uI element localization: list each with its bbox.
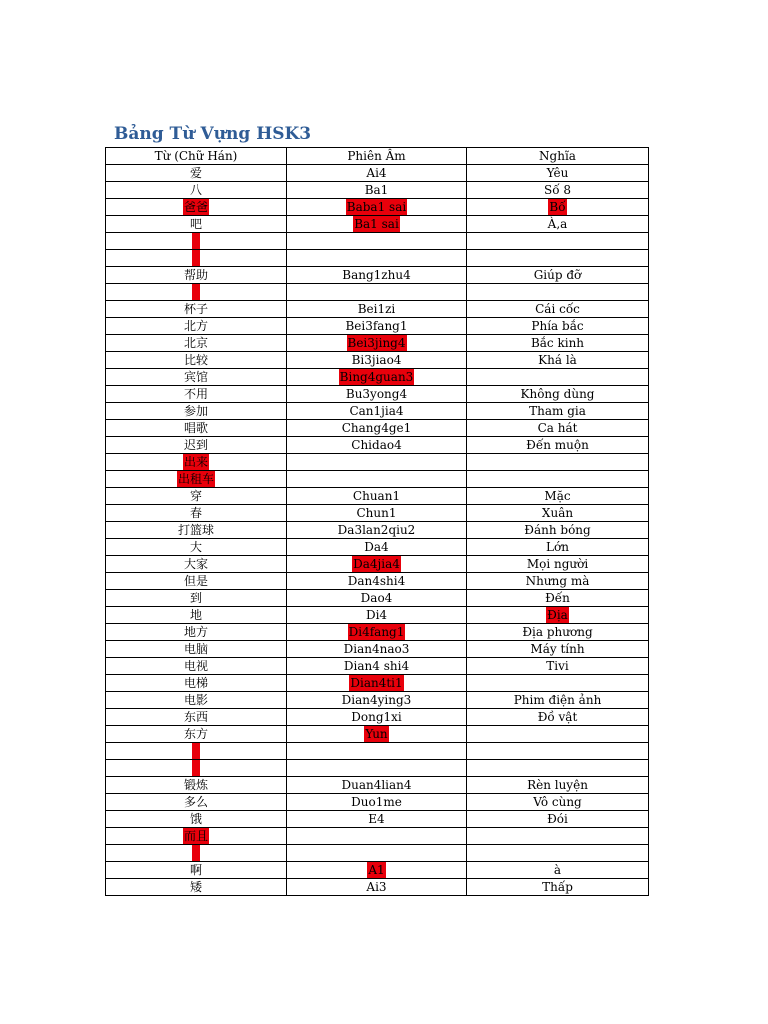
cell-meaning bbox=[467, 420, 649, 437]
cell-han-text: 比较 bbox=[183, 353, 208, 367]
cell-han bbox=[106, 760, 287, 777]
cell-pinyin-text: Bi3jiao4 bbox=[351, 353, 402, 367]
table-row bbox=[106, 335, 649, 352]
table-row bbox=[106, 845, 649, 862]
cell-han-text: 电视 bbox=[183, 659, 208, 673]
cell-pinyin bbox=[287, 471, 467, 488]
cell-han-text: 八 bbox=[189, 183, 202, 197]
cell-han bbox=[106, 743, 287, 760]
cell-meaning-text: Đồ vật bbox=[537, 710, 578, 724]
cell-meaning bbox=[467, 284, 649, 301]
cell-han bbox=[106, 828, 287, 845]
table-row bbox=[106, 590, 649, 607]
table-row bbox=[106, 811, 649, 828]
table-row bbox=[106, 437, 649, 454]
cell-meaning bbox=[467, 403, 649, 420]
cell-meaning bbox=[467, 233, 649, 250]
cell-pinyin-text: Ba1 bbox=[364, 183, 389, 197]
cell-han bbox=[106, 522, 287, 539]
cell-han-text: 打篮球 bbox=[177, 523, 214, 537]
cell-han-text: 地 bbox=[189, 608, 202, 622]
table-row bbox=[106, 641, 649, 658]
cell-meaning-text: Máy tính bbox=[530, 642, 585, 656]
cell-meaning-text: Tivi bbox=[546, 659, 569, 673]
cell-pinyin bbox=[287, 590, 467, 607]
cell-meaning-text: Địa bbox=[547, 608, 568, 622]
cell-pinyin bbox=[287, 488, 467, 505]
cell-han bbox=[106, 352, 287, 369]
cell-han bbox=[106, 709, 287, 726]
table-row bbox=[106, 505, 649, 522]
cell-han-text bbox=[192, 250, 200, 266]
cell-han-text: 穿 bbox=[189, 489, 202, 503]
cell-meaning-text: Bắc kinh bbox=[530, 336, 585, 350]
cell-pinyin-text: Dian4nao3 bbox=[343, 642, 410, 656]
cell-pinyin bbox=[287, 624, 467, 641]
cell-han-text: 参加 bbox=[183, 404, 208, 418]
header-pinyin: Phiên Âm bbox=[287, 148, 467, 165]
cell-han-text: 多么 bbox=[183, 795, 208, 809]
cell-meaning bbox=[467, 488, 649, 505]
document-title: Bảng Từ Vựng HSK3 bbox=[114, 124, 312, 144]
cell-han-text: 但是 bbox=[183, 574, 208, 588]
cell-pinyin bbox=[287, 454, 467, 471]
cell-pinyin-text: Ai3 bbox=[366, 880, 387, 894]
cell-han bbox=[106, 437, 287, 454]
cell-han-text: 矮 bbox=[189, 880, 202, 894]
cell-pinyin bbox=[287, 522, 467, 539]
cell-han-text: 北方 bbox=[183, 319, 208, 333]
cell-meaning bbox=[467, 539, 649, 556]
table-row bbox=[106, 386, 649, 403]
cell-pinyin-text: Duan4lian4 bbox=[341, 778, 412, 792]
cell-han bbox=[106, 641, 287, 658]
cell-meaning-text: Rèn luyện bbox=[527, 778, 588, 792]
cell-han bbox=[106, 471, 287, 488]
table-row bbox=[106, 760, 649, 777]
cell-han bbox=[106, 386, 287, 403]
cell-pinyin-text: Di4fang1 bbox=[348, 625, 405, 639]
cell-han bbox=[106, 879, 287, 896]
cell-pinyin bbox=[287, 845, 467, 862]
cell-han bbox=[106, 488, 287, 505]
cell-han bbox=[106, 794, 287, 811]
cell-han-text: 出租车 bbox=[177, 472, 214, 486]
table-row bbox=[106, 420, 649, 437]
cell-pinyin-text: Dong1xi bbox=[351, 710, 402, 724]
cell-meaning bbox=[467, 437, 649, 454]
cell-meaning-text: Giúp đỡ bbox=[533, 268, 582, 282]
cell-han bbox=[106, 692, 287, 709]
cell-meaning bbox=[467, 641, 649, 658]
cell-meaning bbox=[467, 573, 649, 590]
table-row bbox=[106, 709, 649, 726]
cell-pinyin bbox=[287, 318, 467, 335]
cell-han-text: 爱 bbox=[189, 166, 202, 180]
table-row bbox=[106, 454, 649, 471]
cell-meaning bbox=[467, 624, 649, 641]
cell-han-text: 锻炼 bbox=[183, 778, 208, 792]
cell-han-text: 帮助 bbox=[183, 268, 208, 282]
cell-meaning bbox=[467, 301, 649, 318]
cell-han-text bbox=[192, 284, 200, 300]
cell-meaning bbox=[467, 165, 649, 182]
cell-meaning bbox=[467, 352, 649, 369]
cell-meaning-text: Đến muộn bbox=[526, 438, 589, 452]
cell-pinyin bbox=[287, 794, 467, 811]
table-row bbox=[106, 522, 649, 539]
cell-pinyin bbox=[287, 573, 467, 590]
cell-han-text: 到 bbox=[189, 591, 202, 605]
cell-meaning bbox=[467, 318, 649, 335]
cell-han bbox=[106, 556, 287, 573]
cell-pinyin bbox=[287, 607, 467, 624]
cell-meaning-text: Xuân bbox=[541, 506, 574, 520]
table-row bbox=[106, 828, 649, 845]
cell-meaning bbox=[467, 386, 649, 403]
cell-pinyin bbox=[287, 284, 467, 301]
table-row bbox=[106, 556, 649, 573]
cell-han-text bbox=[192, 760, 200, 776]
cell-meaning-text: Ca hát bbox=[537, 421, 578, 435]
cell-meaning bbox=[467, 267, 649, 284]
cell-han bbox=[106, 845, 287, 862]
cell-han-text: 大 bbox=[189, 540, 202, 554]
cell-meaning bbox=[467, 471, 649, 488]
cell-han bbox=[106, 318, 287, 335]
cell-han-text: 而且 bbox=[183, 829, 208, 843]
cell-pinyin-text: Bei1zi bbox=[357, 302, 396, 316]
cell-han-text: 地方 bbox=[183, 625, 208, 639]
cell-meaning bbox=[467, 760, 649, 777]
cell-pinyin bbox=[287, 726, 467, 743]
cell-han-text: 春 bbox=[189, 506, 202, 520]
table-body bbox=[106, 165, 649, 896]
header-han: Từ (Chữ Hán) bbox=[106, 148, 287, 165]
table-row bbox=[106, 403, 649, 420]
cell-meaning-text: Tham gia bbox=[529, 404, 586, 418]
cell-han bbox=[106, 403, 287, 420]
cell-pinyin-text: Dao4 bbox=[360, 591, 393, 605]
cell-han bbox=[106, 165, 287, 182]
cell-pinyin-text: Chidao4 bbox=[351, 438, 402, 452]
table-row bbox=[106, 318, 649, 335]
cell-han bbox=[106, 590, 287, 607]
cell-pinyin-text: E4 bbox=[368, 812, 385, 826]
vocabulary-table bbox=[105, 147, 649, 896]
cell-han bbox=[106, 658, 287, 675]
cell-pinyin-text: Can1jia4 bbox=[349, 404, 404, 418]
cell-pinyin bbox=[287, 675, 467, 692]
table-row bbox=[106, 607, 649, 624]
table-row bbox=[106, 165, 649, 182]
cell-pinyin-text: Ba1 sai bbox=[354, 217, 399, 231]
cell-meaning bbox=[467, 182, 649, 199]
cell-pinyin bbox=[287, 267, 467, 284]
cell-pinyin bbox=[287, 505, 467, 522]
cell-han bbox=[106, 369, 287, 386]
cell-pinyin bbox=[287, 369, 467, 386]
table-row bbox=[106, 692, 649, 709]
cell-pinyin bbox=[287, 335, 467, 352]
cell-meaning-text: Cái cốc bbox=[535, 302, 580, 316]
table-row bbox=[106, 352, 649, 369]
cell-meaning-text: À,a bbox=[547, 217, 568, 231]
cell-meaning bbox=[467, 862, 649, 879]
table-row bbox=[106, 658, 649, 675]
cell-pinyin bbox=[287, 301, 467, 318]
cell-han-text: 大家 bbox=[183, 557, 208, 571]
cell-meaning bbox=[467, 845, 649, 862]
cell-han bbox=[106, 539, 287, 556]
cell-pinyin-text: Da3lan2qiu2 bbox=[337, 523, 416, 537]
cell-meaning-text: à bbox=[553, 863, 562, 877]
cell-pinyin-text: Chuan1 bbox=[352, 489, 401, 503]
cell-meaning-text: Đến bbox=[545, 591, 570, 605]
cell-meaning-text: Không dùng bbox=[520, 387, 595, 401]
table-row bbox=[106, 369, 649, 386]
table-row bbox=[106, 233, 649, 250]
cell-pinyin bbox=[287, 216, 467, 233]
cell-han bbox=[106, 862, 287, 879]
cell-pinyin bbox=[287, 233, 467, 250]
table-row bbox=[106, 267, 649, 284]
cell-meaning bbox=[467, 556, 649, 573]
cell-han-text: 唱歌 bbox=[183, 421, 208, 435]
cell-han bbox=[106, 182, 287, 199]
cell-pinyin bbox=[287, 641, 467, 658]
cell-han bbox=[106, 420, 287, 437]
cell-meaning bbox=[467, 879, 649, 896]
cell-pinyin bbox=[287, 250, 467, 267]
cell-han-text: 电梯 bbox=[183, 676, 208, 690]
cell-meaning bbox=[467, 811, 649, 828]
cell-han-text: 不用 bbox=[183, 387, 208, 401]
cell-pinyin bbox=[287, 420, 467, 437]
cell-han bbox=[106, 777, 287, 794]
cell-pinyin-text: Da4 bbox=[364, 540, 389, 554]
cell-pinyin bbox=[287, 199, 467, 216]
cell-han bbox=[106, 573, 287, 590]
cell-han-text: 电影 bbox=[183, 693, 208, 707]
cell-han bbox=[106, 233, 287, 250]
cell-han-text: 啊 bbox=[189, 863, 202, 877]
cell-pinyin-text: Da4jia4 bbox=[353, 557, 400, 571]
table-row bbox=[106, 216, 649, 233]
cell-pinyin bbox=[287, 692, 467, 709]
cell-han bbox=[106, 250, 287, 267]
cell-meaning bbox=[467, 522, 649, 539]
cell-meaning bbox=[467, 794, 649, 811]
cell-han bbox=[106, 624, 287, 641]
cell-pinyin bbox=[287, 811, 467, 828]
table-row bbox=[106, 471, 649, 488]
cell-pinyin bbox=[287, 539, 467, 556]
table-row bbox=[106, 539, 649, 556]
cell-pinyin bbox=[287, 879, 467, 896]
cell-pinyin bbox=[287, 352, 467, 369]
cell-pinyin-text: Duo1me bbox=[351, 795, 402, 809]
cell-pinyin-text: Chun1 bbox=[356, 506, 397, 520]
cell-meaning-text: Phim điện ảnh bbox=[513, 693, 602, 707]
cell-meaning bbox=[467, 335, 649, 352]
cell-meaning-text: Bố bbox=[549, 200, 566, 214]
cell-meaning bbox=[467, 709, 649, 726]
table-row bbox=[106, 488, 649, 505]
cell-han-text: 吧 bbox=[189, 217, 202, 231]
cell-pinyin-text: Ai4 bbox=[366, 166, 387, 180]
cell-meaning-text: Phía bắc bbox=[531, 319, 584, 333]
cell-meaning bbox=[467, 692, 649, 709]
cell-pinyin-text: Bei3jing4 bbox=[347, 336, 406, 350]
cell-pinyin bbox=[287, 709, 467, 726]
cell-pinyin bbox=[287, 658, 467, 675]
cell-pinyin bbox=[287, 386, 467, 403]
cell-pinyin-text: Dian4ying3 bbox=[341, 693, 412, 707]
cell-pinyin bbox=[287, 165, 467, 182]
table-row bbox=[106, 182, 649, 199]
cell-han-text: 电脑 bbox=[183, 642, 208, 656]
table-row bbox=[106, 743, 649, 760]
cell-pinyin bbox=[287, 777, 467, 794]
cell-pinyin-text: Bing4guan3 bbox=[339, 370, 414, 384]
cell-meaning-text: Đánh bóng bbox=[524, 523, 591, 537]
cell-meaning-text: Vô cùng bbox=[533, 795, 582, 809]
cell-meaning-text: Địa phương bbox=[522, 625, 593, 639]
cell-pinyin bbox=[287, 182, 467, 199]
cell-han bbox=[106, 505, 287, 522]
table-row bbox=[106, 199, 649, 216]
cell-han-text bbox=[192, 743, 200, 759]
table-row bbox=[106, 862, 649, 879]
cell-han bbox=[106, 199, 287, 216]
cell-meaning bbox=[467, 828, 649, 845]
cell-han bbox=[106, 454, 287, 471]
cell-pinyin-text: Dian4 shi4 bbox=[343, 659, 410, 673]
cell-han-text: 杯子 bbox=[183, 302, 208, 316]
cell-pinyin-text: Baba1 sai bbox=[346, 200, 407, 214]
cell-han-text: 饿 bbox=[189, 812, 202, 826]
cell-meaning bbox=[467, 454, 649, 471]
cell-han-text bbox=[192, 233, 200, 249]
cell-meaning bbox=[467, 743, 649, 760]
cell-meaning-text: Thấp bbox=[542, 880, 573, 894]
cell-pinyin-text: Bu3yong4 bbox=[345, 387, 408, 401]
cell-han bbox=[106, 811, 287, 828]
cell-meaning bbox=[467, 590, 649, 607]
table-row bbox=[106, 777, 649, 794]
cell-pinyin bbox=[287, 437, 467, 454]
table-row bbox=[106, 624, 649, 641]
cell-pinyin bbox=[287, 862, 467, 879]
cell-han-text bbox=[192, 845, 200, 861]
cell-meaning-text: Nhưng mà bbox=[525, 574, 590, 588]
cell-han-text: 东西 bbox=[183, 710, 208, 724]
cell-pinyin bbox=[287, 403, 467, 420]
cell-pinyin bbox=[287, 556, 467, 573]
cell-han-text: 北京 bbox=[183, 336, 208, 350]
cell-han bbox=[106, 267, 287, 284]
cell-pinyin bbox=[287, 743, 467, 760]
cell-meaning-text: Yêu bbox=[546, 166, 569, 180]
cell-han-text: 爸爸 bbox=[183, 200, 208, 214]
table-row bbox=[106, 794, 649, 811]
cell-meaning bbox=[467, 777, 649, 794]
cell-han bbox=[106, 675, 287, 692]
cell-han bbox=[106, 607, 287, 624]
cell-pinyin-text: Dian4ti1 bbox=[350, 676, 403, 690]
cell-meaning bbox=[467, 726, 649, 743]
cell-pinyin-text: Bei3fang1 bbox=[345, 319, 408, 333]
cell-meaning bbox=[467, 505, 649, 522]
cell-meaning bbox=[467, 607, 649, 624]
cell-pinyin-text: Bang1zhu4 bbox=[342, 268, 411, 282]
cell-han bbox=[106, 335, 287, 352]
cell-han bbox=[106, 216, 287, 233]
cell-meaning bbox=[467, 658, 649, 675]
cell-pinyin bbox=[287, 828, 467, 845]
cell-pinyin bbox=[287, 760, 467, 777]
table-row bbox=[106, 675, 649, 692]
table-header-row bbox=[106, 148, 649, 165]
cell-meaning-text: Mọi người bbox=[526, 557, 589, 571]
cell-meaning-text: Mặc bbox=[544, 489, 571, 503]
cell-pinyin-text: Di4 bbox=[365, 608, 388, 622]
table-row bbox=[106, 879, 649, 896]
cell-han-text: 东方 bbox=[183, 727, 208, 741]
cell-meaning bbox=[467, 369, 649, 386]
cell-pinyin-text: Yun bbox=[365, 727, 388, 741]
cell-pinyin-text: Chang4ge1 bbox=[341, 421, 412, 435]
cell-han-text: 迟到 bbox=[183, 438, 208, 452]
cell-meaning-text: Đói bbox=[547, 812, 568, 826]
table-row bbox=[106, 726, 649, 743]
cell-han-text: 出来 bbox=[183, 455, 208, 469]
cell-pinyin-text: A1 bbox=[368, 863, 385, 877]
cell-meaning bbox=[467, 250, 649, 267]
cell-meaning-text: Số 8 bbox=[543, 183, 571, 197]
table-row bbox=[106, 573, 649, 590]
cell-meaning-text: Lớn bbox=[546, 540, 569, 554]
cell-han bbox=[106, 726, 287, 743]
cell-han bbox=[106, 284, 287, 301]
table-row bbox=[106, 301, 649, 318]
header-meaning: Nghĩa bbox=[467, 148, 649, 165]
cell-meaning-text: Khá là bbox=[538, 353, 577, 367]
table-row bbox=[106, 284, 649, 301]
cell-han bbox=[106, 301, 287, 318]
cell-meaning bbox=[467, 199, 649, 216]
cell-meaning bbox=[467, 675, 649, 692]
cell-han-text: 宾馆 bbox=[183, 370, 208, 384]
cell-pinyin-text: Dan4shi4 bbox=[347, 574, 406, 588]
table-row bbox=[106, 250, 649, 267]
cell-meaning bbox=[467, 216, 649, 233]
